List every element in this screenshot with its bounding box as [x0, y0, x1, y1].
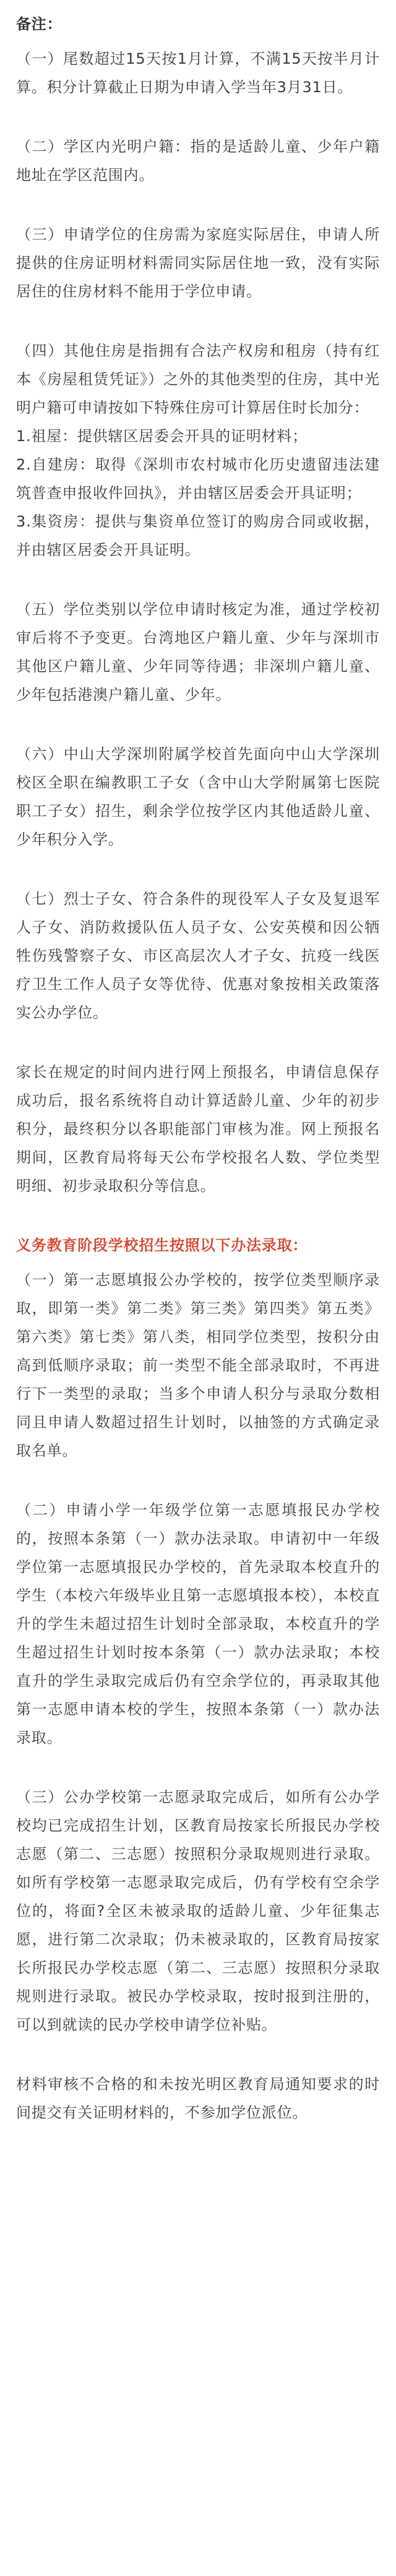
- note-3: （三）申请学位的住房需为家庭实际居住，申请人所提供的住房证明材料需同实际居住地一致，没有实际居住的住房材料不能用于学位申请。: [16, 226, 380, 300]
- note-1: （一）尾数超过15天按1月计算，不满15天按半月计算。积分计算截止日期为申请入学当年3月31日。: [16, 50, 380, 96]
- note-4-item-self-built-house: 2.自建房：取得《深圳市农村城市化历史遗留违法建筑普查申报收件回执》，并由辖区居委会开具证明；: [16, 456, 380, 502]
- admission-rule-1: （一）第一志愿填报公办学校的，按学位类型顺序录取，即第一类》第二类》第三类》第四类》第五类》第六类》第七类》第八类，相同学位类型，按积分由高到低顺序录取；前一类型不能全部录取时，不再进行下一类型的录取；当多个申请人积分与录取分数相同且申请人数超过招生计划时，以抽签的方式确定录取名单。: [16, 1271, 380, 1459]
- note-5: （五）学位类别以学位申请时核定为准，通过学校初审后将不予变更。台湾地区户籍儿童、少年与深圳市其他区户籍儿童、少年同等待遇；非深圳户籍儿童、少年包括港澳户籍儿童、少年。: [16, 601, 380, 703]
- note-6: （六）中山大学深圳附属学校首先面向中山大学深圳校区全职在编教职工子女（含中山大学附属第七医院职工子女）招生，剩余学位按学区内其他适龄儿童、少年积分入学。: [16, 745, 380, 848]
- admission-heading: 义务教育阶段学校招生按照以下办法录取：: [16, 1237, 308, 1254]
- admission-rule-3: （三）公办学校第一志愿录取完成后，如所有公办学校均已完成招生计划，区教育局按家长所报民办学校志愿（第二、三志愿）按照积分录取规则进行录取。如所有学校第一志愿录取完成后，仍有学校有空余学位的，将面?全区未被录取的适龄儿童、少年征集志愿，进行第二次录取；仍未被录取的，区教育局按家长所报民办学校志愿（第二、三志愿）按照积分录取规则进行录取。被民办学校录取，按时报到注册的，可以到就读的民办学校申请学位补贴。: [16, 1788, 380, 2033]
- note-4: [16, 337, 380, 564]
- note-7: （七）烈士子女、符合条件的现役军人子女及复退军人子女、消防救援队伍人员子女、公安英模和因公牺牲伤残警察子女、市区高层次人才子女、抗疫一线医疗卫生工作人员子女等优待、优惠对象按相关政策落实公办学位。: [16, 890, 380, 1021]
- note-4-intro: （四）其他住房是指拥有合法产权房和租房（持有红本《房屋租赁凭证》）之外的其他类型的住房，其中光明户籍可申请按如下特殊住房可计算居住时长加分：: [16, 342, 380, 416]
- note-4-item-collective-house: 3.集资房：提供与集资单位签订的购房合同或收据，并由辖区居委会开具证明。: [16, 513, 380, 559]
- notes-heading: 备注：: [16, 15, 62, 33]
- note-2: （二）学区内光明户籍：指的是适龄儿童、少年户籍地址在学区范围内。: [16, 138, 380, 184]
- admission-rule-2: （二）申请小学一年级学位第一志愿填报民办学校的，按照本条第（一）款办法录取。申请初中一年级学位第一志愿填报民办学校的，首先录取本校直升的学生（本校六年级毕业且第一志愿填报本校），本校直升的学生未超过招生计划时全部录取，本校直升的学生超过招生计划时按本条第（一）款办法录取；本校直升的学生录取完成后仍有空余学位的，再录取其他第一志愿申请本校的学生，按照本条第（一）款办法录取。: [16, 1501, 380, 1746]
- note-4-item-ancestral-house: 1.祖屋：提供辖区居委会开具的证明材料；: [16, 427, 308, 445]
- registration-paragraph: 家长在规定的时间内进行网上预报名，申请信息保存成功后，报名系统将自动计算适龄儿童、少年的初步积分，最终积分以各职能部门审核为准。网上预报名期间，区教育局将每天公布学校报名人数、学位类型明细、初步录取积分等信息。: [16, 1063, 380, 1195]
- footer-note: 材料审核不合格的和未按光明区教育局通知要求的时间提交有关证明材料的，不参加学位派位。: [16, 2076, 380, 2121]
